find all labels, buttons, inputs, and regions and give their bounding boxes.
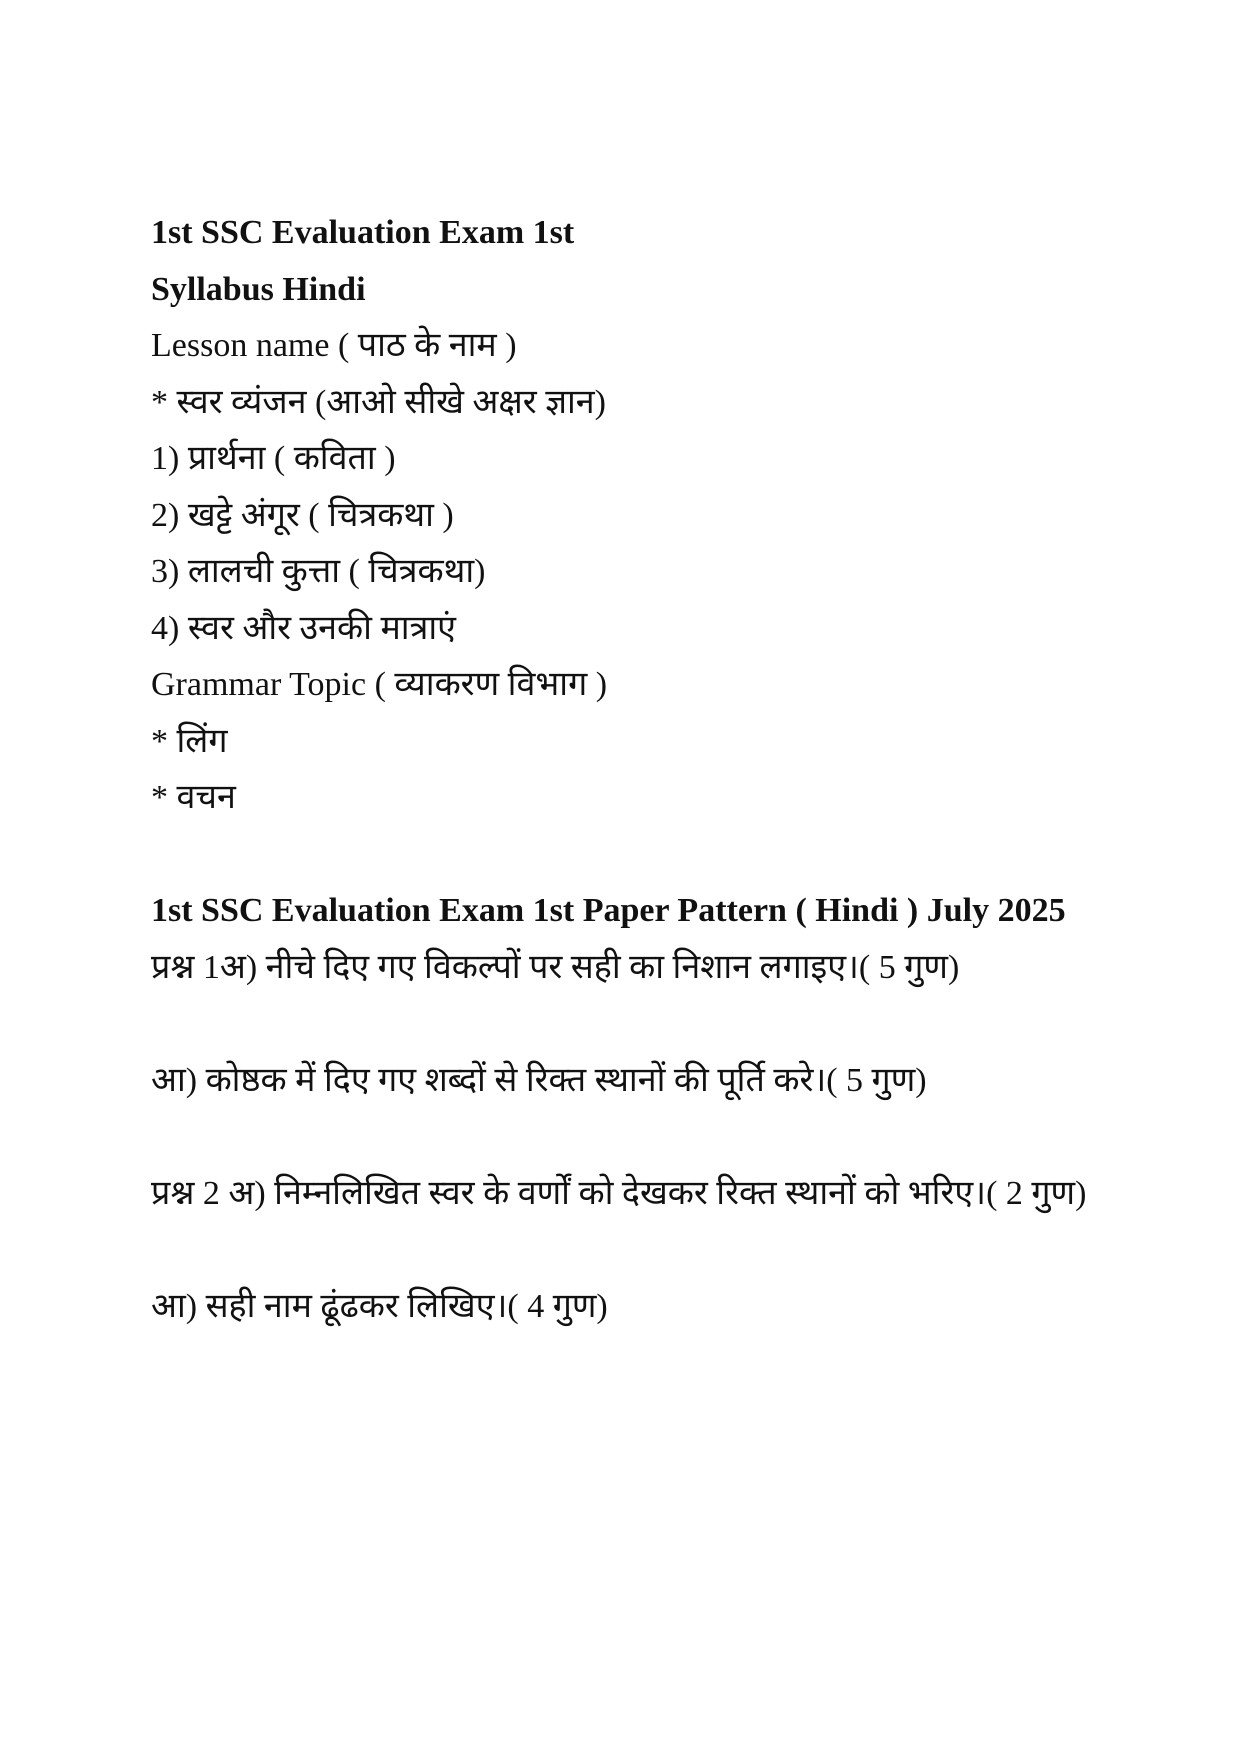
section-spacer — [151, 827, 1101, 884]
grammar-item: * लिंग — [151, 722, 228, 760]
syllabus-title-line-1: 1st SSC Evaluation Exam 1st — [151, 214, 575, 251]
paper-pattern-title: 1st SSC Evaluation Exam 1st Paper Pattern ( Hindi ) July 2025 — [151, 892, 1066, 929]
lesson-item: * स्वर व्यंजन (आओ सीखे अक्षर ज्ञान) — [151, 383, 606, 421]
question-item: प्रश्न 1अ) नीचे दिए गए विकल्पों पर सही का निशान लगाइए।( 5 गुण) — [151, 948, 960, 986]
syllabus-title-line-2: Syllabus Hindi — [151, 270, 366, 308]
question-spacer — [151, 996, 1101, 1053]
question-spacer — [151, 1109, 1101, 1166]
grammar-heading: Grammar Topic ( व्याकरण विभाग ) — [151, 666, 608, 703]
lesson-item: 1) प्रार्थना ( कविता ) — [151, 440, 396, 477]
question-item: आ) सही नाम ढूंढकर लिखिए।( 4 गुण) — [151, 1287, 608, 1325]
question-item: प्रश्न 2 अ) निम्नलिखित स्वर के वर्णों को देखकर रिक्त स्थानों को भरिए।( 2 गुण) — [151, 1174, 1087, 1212]
question-item: आ) कोष्ठक में दिए गए शब्दों से रिक्त स्थानों की पूर्ति करे।( 5 गुण) — [151, 1061, 927, 1099]
lesson-item: 4) स्वर और उनकी मात्राएं — [151, 609, 456, 647]
lesson-item: 3) लालची कुत्ता ( चित्रकथा) — [151, 553, 486, 590]
grammar-item: * वचन — [151, 779, 236, 816]
lesson-item: 2) खट्टे अंगूर ( चित्रकथा ) — [151, 496, 454, 534]
question-spacer — [151, 1222, 1101, 1279]
document-content — [151, 205, 1101, 1335]
lesson-heading: Lesson name ( पाठ के नाम ) — [151, 327, 517, 364]
